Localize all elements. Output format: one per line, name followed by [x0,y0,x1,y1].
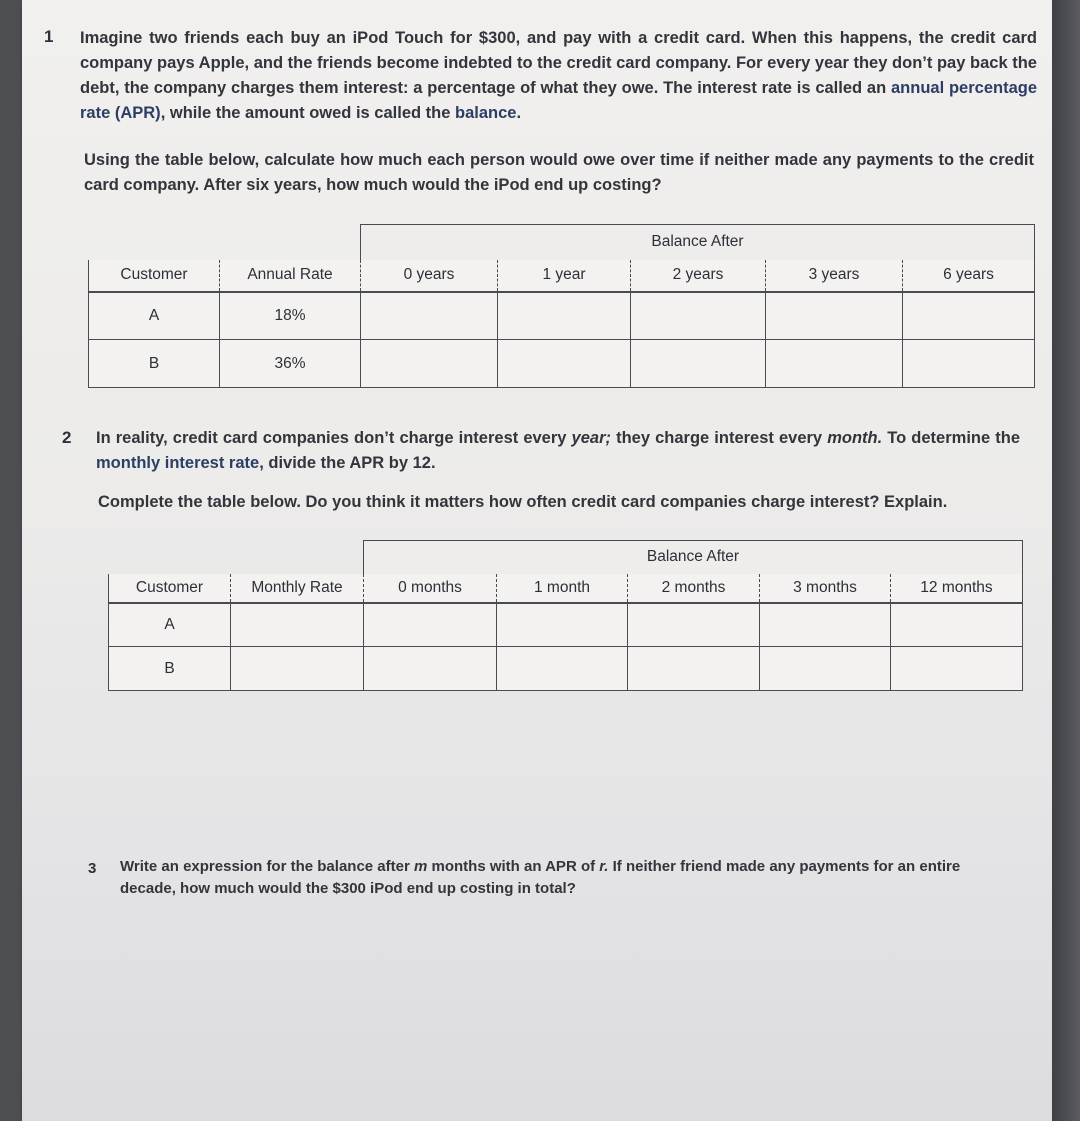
table-row [109,647,1023,691]
table-row [89,292,1035,340]
answer-cell[interactable] [364,603,497,647]
answer-cell[interactable] [497,603,628,647]
answer-cell[interactable] [631,340,766,388]
term-monthly-interest-rate: monthly interest rate [96,454,260,472]
answer-cell[interactable] [361,292,498,340]
question-2-text [96,426,1020,476]
col-3-months: 3 months [760,574,891,603]
customer-a: A [109,603,231,647]
answer-cell[interactable] [231,647,364,691]
question-2-number: 2 [62,428,72,447]
col-12-months: 12 months [891,574,1023,603]
answer-cell[interactable] [498,340,631,388]
background-edge [1052,0,1080,1121]
col-1-year: 1 year [498,260,631,292]
answer-cell[interactable] [891,647,1023,691]
question-1-intro: Imagine two friends each buy an iPod Touch for $300, and pay with a credit card. When this happens, the credit card company pays Apple, and the friends become indebted to the credit card company. For every year they don’t pay back the debt, the company charges them interest: a percentage of what they owe. The interest rate is called an annual percentage rate (APR), while the amount owed is called the balance. [80,29,1038,122]
variable-m: m [413,858,428,875]
col-monthly-rate: Monthly Rate [231,574,364,603]
question-3-number: 3 [88,860,97,877]
col-customer: Customer [89,260,220,292]
answer-cell[interactable] [631,292,766,340]
answer-cell[interactable] [628,647,760,691]
customer-b: B [109,647,231,691]
answer-cell[interactable] [231,603,364,647]
term-apr: annual percentage rate (APR) [80,79,1038,122]
question-2-intro: In reality, credit card companies don’t charge interest every year; they charge interest every month. To determine the monthly interest rate, divide the APR by 12. [96,429,1021,472]
rate-b: 36% [220,340,361,388]
answer-cell[interactable] [760,603,891,647]
question-2-task: Complete the table below. Do you think it matters how often credit card companies charge interest? Explain. [98,493,948,511]
answer-cell[interactable] [498,292,631,340]
answer-cell[interactable] [903,292,1035,340]
answer-cell[interactable] [361,340,498,388]
question-1-task: Using the table below, calculate how much each person would owe over time if neither made any payments to the credit card company. After six years, how much would the iPod end up costing? [84,151,1034,194]
rate-a: 18% [220,292,361,340]
col-annual-rate: Annual Rate [220,260,361,292]
col-1-month: 1 month [497,574,628,603]
col-2-months: 2 months [628,574,760,603]
balance-after-header-2: Balance After [364,541,1023,574]
answer-cell[interactable] [628,603,760,647]
col-6-years: 6 years [903,260,1035,292]
monthly-balance-table [108,540,1023,691]
table-row [109,603,1023,647]
answer-cell[interactable] [497,647,628,691]
customer-a: A [89,292,220,340]
answer-cell[interactable] [364,647,497,691]
customer-b: B [89,340,220,388]
question-3-text: Write an expression for the balance after m months with an APR of r. If neither friend made any payments for an entire decade, how much would the $300 iPod end up costing in total? [120,858,961,897]
answer-cell[interactable] [891,603,1023,647]
annual-balance-table [88,224,1035,388]
col-2-years: 2 years [631,260,766,292]
col-0-years: 0 years [361,260,498,292]
variable-r: r. [599,858,609,875]
answer-cell[interactable] [766,340,903,388]
answer-cell[interactable] [766,292,903,340]
answer-cell[interactable] [903,340,1035,388]
worksheet-page [22,0,1052,1121]
col-customer: Customer [109,574,231,603]
answer-cell[interactable] [760,647,891,691]
question-1-number: 1 [44,27,54,46]
balance-after-header: Balance After [361,225,1035,260]
table-row [89,340,1035,388]
col-0-months: 0 months [364,574,497,603]
col-3-years: 3 years [766,260,903,292]
question-1-text [80,26,1037,126]
term-balance: balance [455,104,517,122]
